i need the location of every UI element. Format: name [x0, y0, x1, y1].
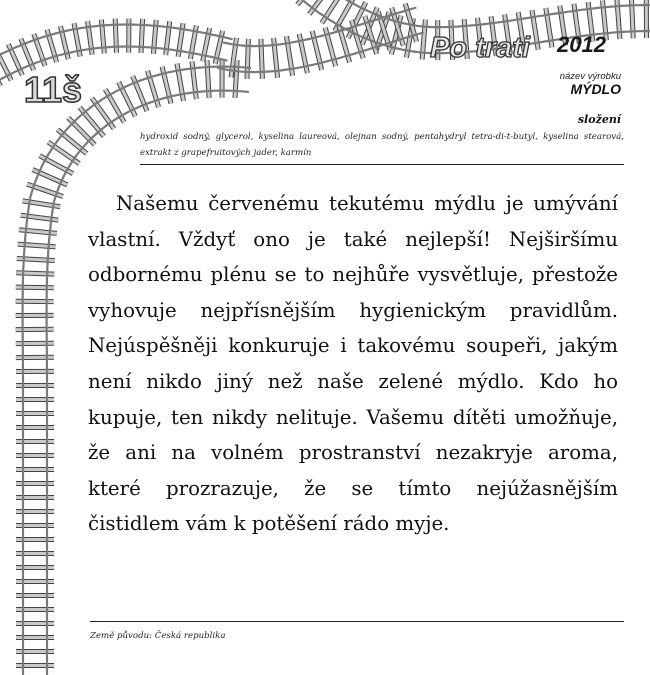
product-name-label: název výrobku [559, 71, 621, 82]
ingredients-list: hydroxid sodný, glycerol, kyselina laureová, olejnan sodný, pentahydryl tetra-di-t-butyl, kyselina stearová, extrakt z grapefruitových jader, karmín [140, 132, 624, 158]
footer-divider [90, 621, 624, 622]
magazine-year: 2012 [557, 32, 606, 57]
issue-number: 11š [24, 69, 83, 110]
track-left-tie [17, 259, 55, 261]
country-of-origin: Země původu: Česká republika [90, 631, 226, 641]
composition-label: složení [577, 113, 621, 126]
track-left-tie [16, 287, 54, 288]
product-description: Našemu červenému tekutému mýdlu je umývání vlastní. Vždyť ono je také nejlepší! Nejširšímu odbornému plénu se to nejhůře vysvětluje, přestože vyhovuje nejpřísnějším hygienickým pravidlům. Nejúspěšněji konkuruje i takovému soupeři, jakým není nikdo jiný než naše zelené mýdlo. Kdo ho kupuje, ten nikdy nelituje. Vašemu dítěti umožňuje, že ani na volném prostranství nezakryje aroma, které prozrazuje, že se tímto nejúžasnějším čistidlem vám k potěšení rádo myje. [88, 192, 618, 536]
track-left-tie [207, 60, 209, 98]
track-left-tie [16, 273, 54, 274]
product-name: MÝDLO [570, 81, 621, 97]
header-divider [140, 164, 624, 165]
track-left-tie [119, 82, 136, 116]
magazine-title [430, 30, 624, 74]
magazine-title-text: Po trati [430, 32, 530, 64]
track-left-tie [235, 60, 237, 98]
